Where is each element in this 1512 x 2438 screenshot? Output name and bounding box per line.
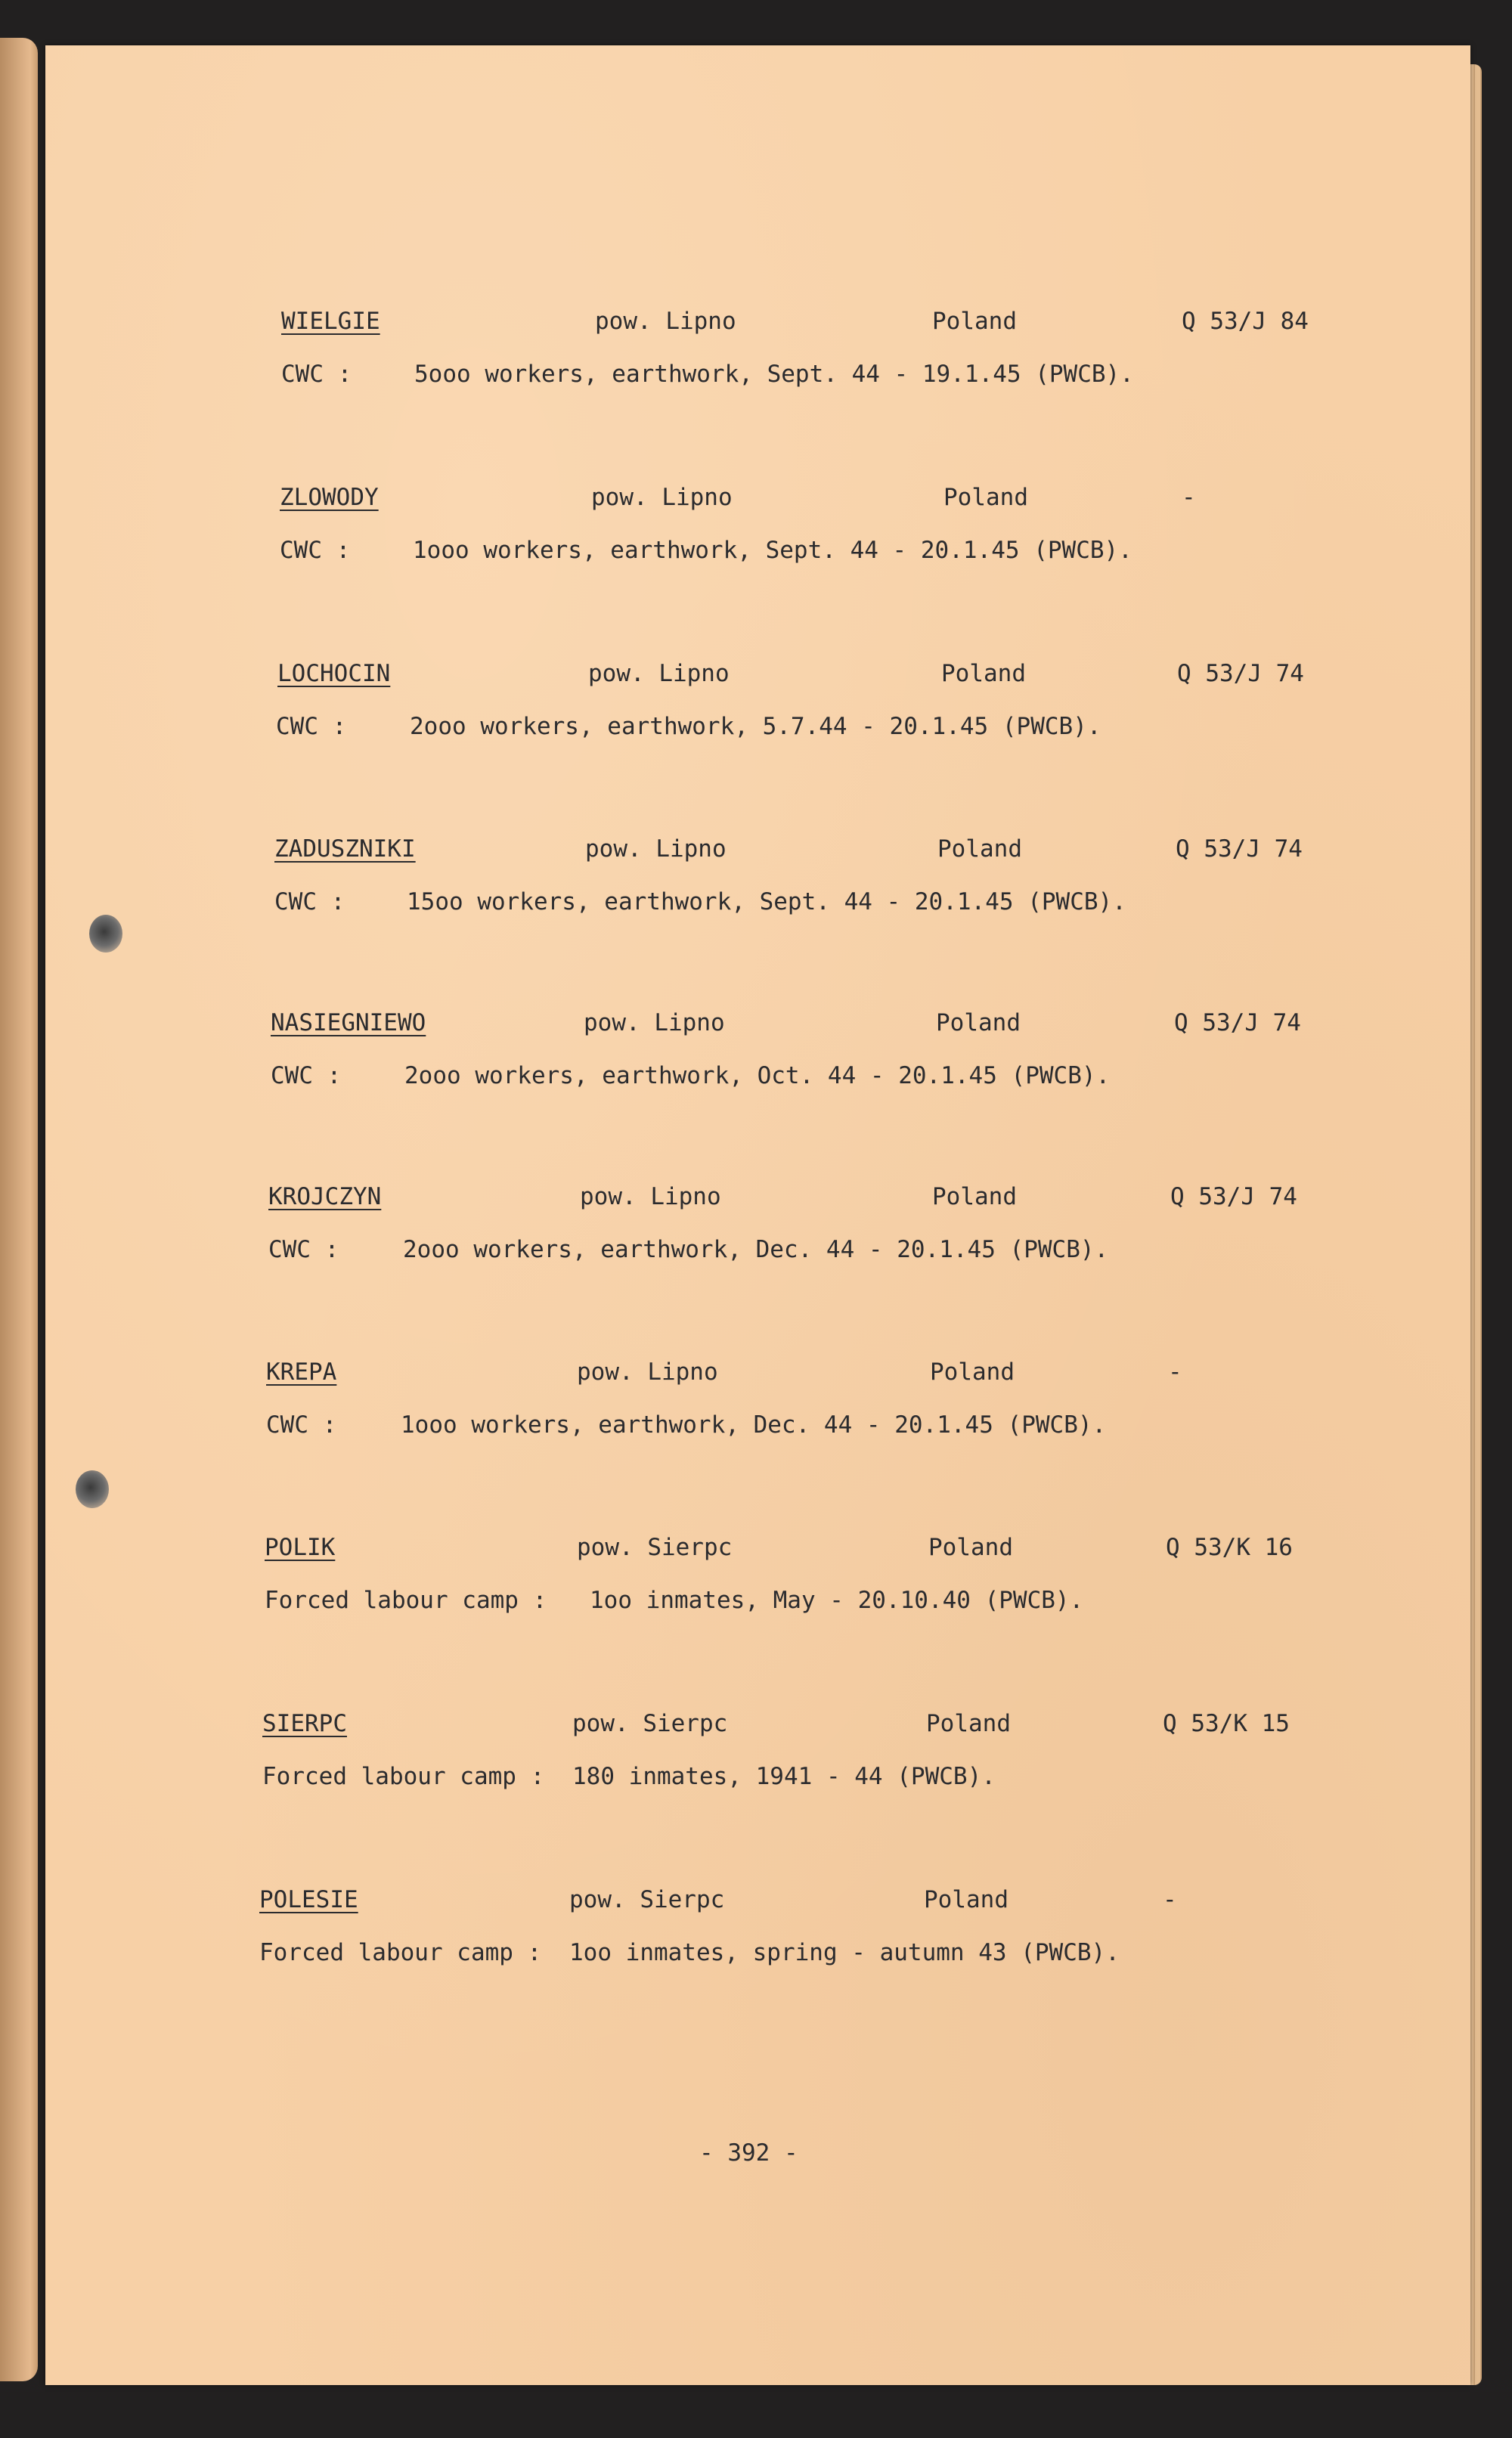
camp-detail: 1ooo workers, earthwork, Sept. 44 - 20.1.45 (PWCB). — [413, 537, 1132, 564]
map-reference: - — [1182, 484, 1196, 511]
map-reference: - — [1168, 1358, 1182, 1386]
district: pow. Lipno — [585, 835, 727, 863]
district: pow. Lipno — [577, 1358, 718, 1386]
camp-type: CWC : — [271, 1062, 342, 1089]
map-reference: Q 53/J 74 — [1176, 835, 1303, 863]
country: Poland — [941, 660, 1026, 687]
punch-hole-top — [89, 915, 122, 953]
place-name: LOCHOCIN — [277, 660, 391, 687]
left-page-edge — [0, 38, 38, 2381]
camp-detail: 1oo inmates, spring - autumn 43 (PWCB). — [569, 1939, 1120, 1966]
map-reference: Q 53/K 16 — [1166, 1534, 1293, 1561]
camp-detail: 2ooo workers, earthwork, Dec. 44 - 20.1.45 (PWCB). — [403, 1236, 1109, 1263]
map-reference: Q 53/J 84 — [1182, 308, 1309, 335]
place-name: POLIK — [265, 1534, 336, 1561]
district: pow. Sierpc — [569, 1886, 725, 1913]
place-name: ZADUSZNIKI — [274, 835, 416, 863]
place-name: KROJCZYN — [268, 1183, 382, 1210]
country: Poland — [930, 1358, 1015, 1386]
camp-type: CWC : — [280, 537, 351, 564]
camp-type: CWC : — [266, 1411, 337, 1439]
document-page — [45, 45, 1470, 2385]
map-reference: Q 53/J 74 — [1170, 1183, 1297, 1210]
map-reference: Q 53/K 15 — [1163, 1710, 1290, 1737]
district: pow. Lipno — [595, 308, 736, 335]
place-name: ZLOWODY — [280, 484, 379, 511]
place-name: SIERPC — [262, 1710, 347, 1737]
district: pow. Sierpc — [577, 1534, 733, 1561]
camp-type: Forced labour camp : — [262, 1763, 545, 1790]
camp-type: Forced labour camp : — [259, 1939, 542, 1966]
camp-type: CWC : — [268, 1236, 339, 1263]
district: pow. Lipno — [580, 1183, 721, 1210]
page-number: - 392 - — [699, 2139, 798, 2167]
camp-detail: 5ooo workers, earthwork, Sept. 44 - 19.1.45 (PWCB). — [414, 361, 1134, 388]
map-reference: Q 53/J 74 — [1177, 660, 1304, 687]
camp-type: CWC : — [274, 888, 345, 915]
district: pow. Sierpc — [572, 1710, 728, 1737]
place-name: NASIEGNIEWO — [271, 1009, 426, 1036]
place-name: POLESIE — [259, 1886, 358, 1913]
country: Poland — [924, 1886, 1009, 1913]
district: pow. Lipno — [588, 660, 730, 687]
country: Poland — [932, 308, 1017, 335]
country: Poland — [937, 835, 1022, 863]
camp-detail: 2ooo workers, earthwork, 5.7.44 - 20.1.45 (PWCB). — [410, 713, 1101, 740]
country: Poland — [932, 1183, 1017, 1210]
country: Poland — [926, 1710, 1011, 1737]
camp-detail: 180 inmates, 1941 - 44 (PWCB). — [572, 1763, 996, 1790]
camp-detail: 1ooo workers, earthwork, Dec. 44 - 20.1.45 (PWCB). — [401, 1411, 1107, 1439]
district: pow. Lipno — [591, 484, 733, 511]
map-reference: - — [1163, 1886, 1177, 1913]
camp-type: Forced labour camp : — [265, 1587, 547, 1614]
map-reference: Q 53/J 74 — [1174, 1009, 1301, 1036]
camp-type: CWC : — [281, 361, 352, 388]
camp-type: CWC : — [276, 713, 347, 740]
country: Poland — [936, 1009, 1021, 1036]
country: Poland — [928, 1534, 1013, 1561]
camp-detail: 15oo workers, earthwork, Sept. 44 - 20.1.45 (PWCB). — [407, 888, 1126, 915]
place-name: WIELGIE — [281, 308, 380, 335]
punch-hole-bottom — [76, 1470, 109, 1508]
country: Poland — [943, 484, 1028, 511]
camp-detail: 2ooo workers, earthwork, Oct. 44 - 20.1.45 (PWCB). — [404, 1062, 1111, 1089]
camp-detail: 1oo inmates, May - 20.10.40 (PWCB). — [590, 1587, 1084, 1614]
place-name: KREPA — [266, 1358, 337, 1386]
district: pow. Lipno — [584, 1009, 725, 1036]
